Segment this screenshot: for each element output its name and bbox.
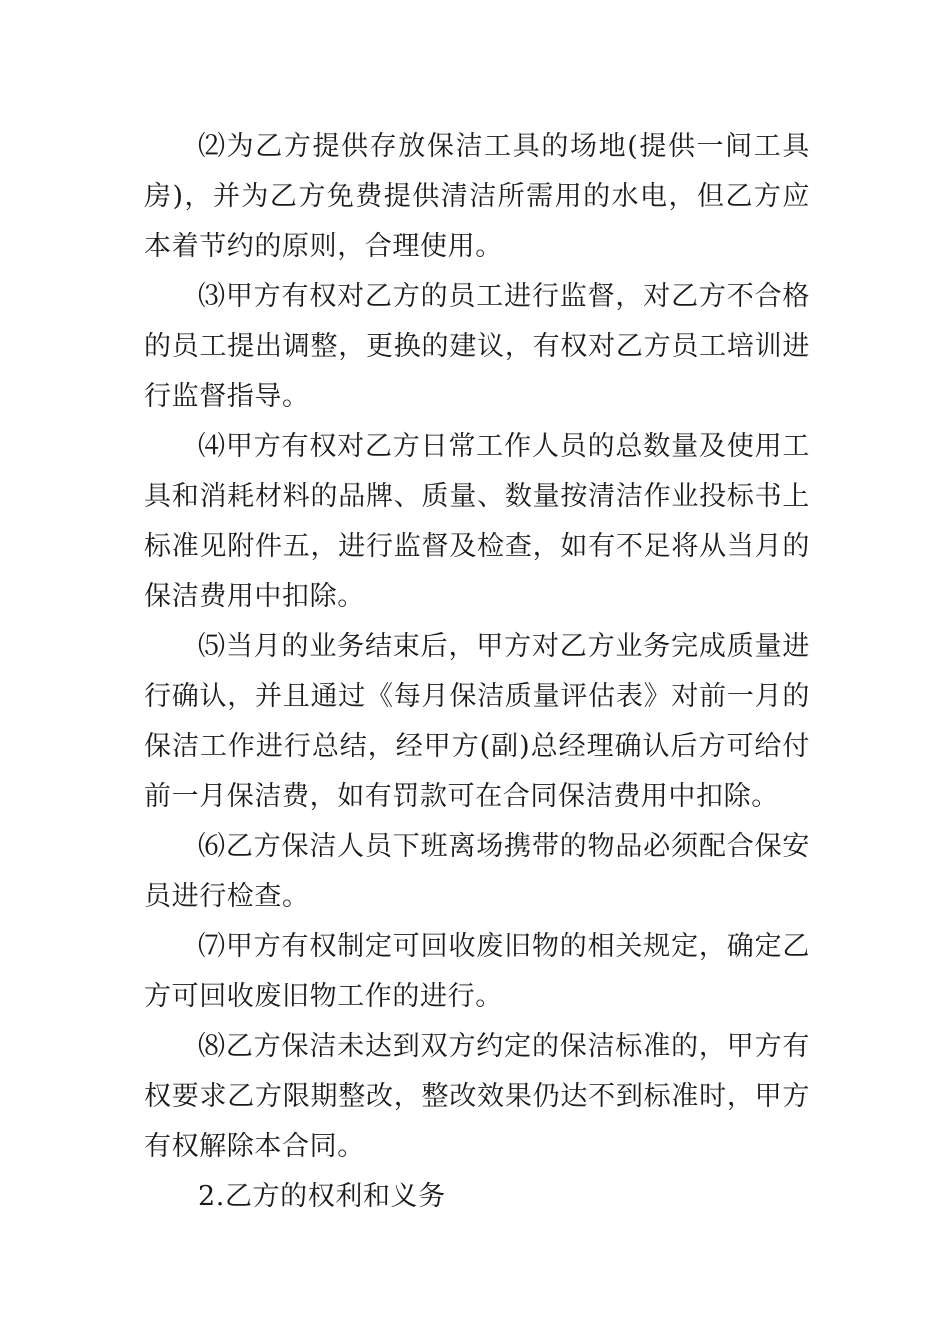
paragraph-clause-7: ⑺甲方有权制定可回收废旧物的相关规定，确定乙方可回收废旧物工作的进行。 — [144, 931, 810, 1012]
paragraph-clause-2: ⑵为乙方提供存放保洁工具的场地(提供一间工具房)，并为乙方免费提供清洁所需用的水电，但乙方应本着节约的原则，合理使用。 — [144, 131, 810, 262]
section-heading: 2.乙方的权利和义务 — [198, 1181, 446, 1212]
paragraph-clause-3: ⑶甲方有权对乙方的员工进行监督，对乙方不合格的员工提出调整，更换的建议，有权对乙方员工培训进行监督指导。 — [144, 281, 810, 412]
paragraph-clause-5: ⑸当月的业务结束后，甲方对乙方业务完成质量进行确认，并且通过《每月保洁质量评估表》对前一月的保洁工作进行总结，经甲方(副)总经理确认后方可给付前一月保洁费，如有罚款可在合同保洁费用中扣除。 — [144, 631, 810, 812]
document-body — [144, 122, 810, 1222]
paragraph-clause-4: ⑷甲方有权对乙方日常工作人员的总数量及使用工具和消耗材料的品牌、质量、数量按清洁作业投标书上标准见附件五，进行监督及检查，如有不足将从当月的保洁费用中扣除。 — [144, 431, 810, 612]
paragraph-clause-6: ⑹乙方保洁人员下班离场携带的物品必须配合保安员进行检查。 — [144, 831, 810, 912]
paragraph-clause-8: ⑻乙方保洁未达到双方约定的保洁标准的，甲方有权要求乙方限期整改，整改效果仍达不到标准时，甲方有权解除本合同。 — [144, 1031, 810, 1162]
